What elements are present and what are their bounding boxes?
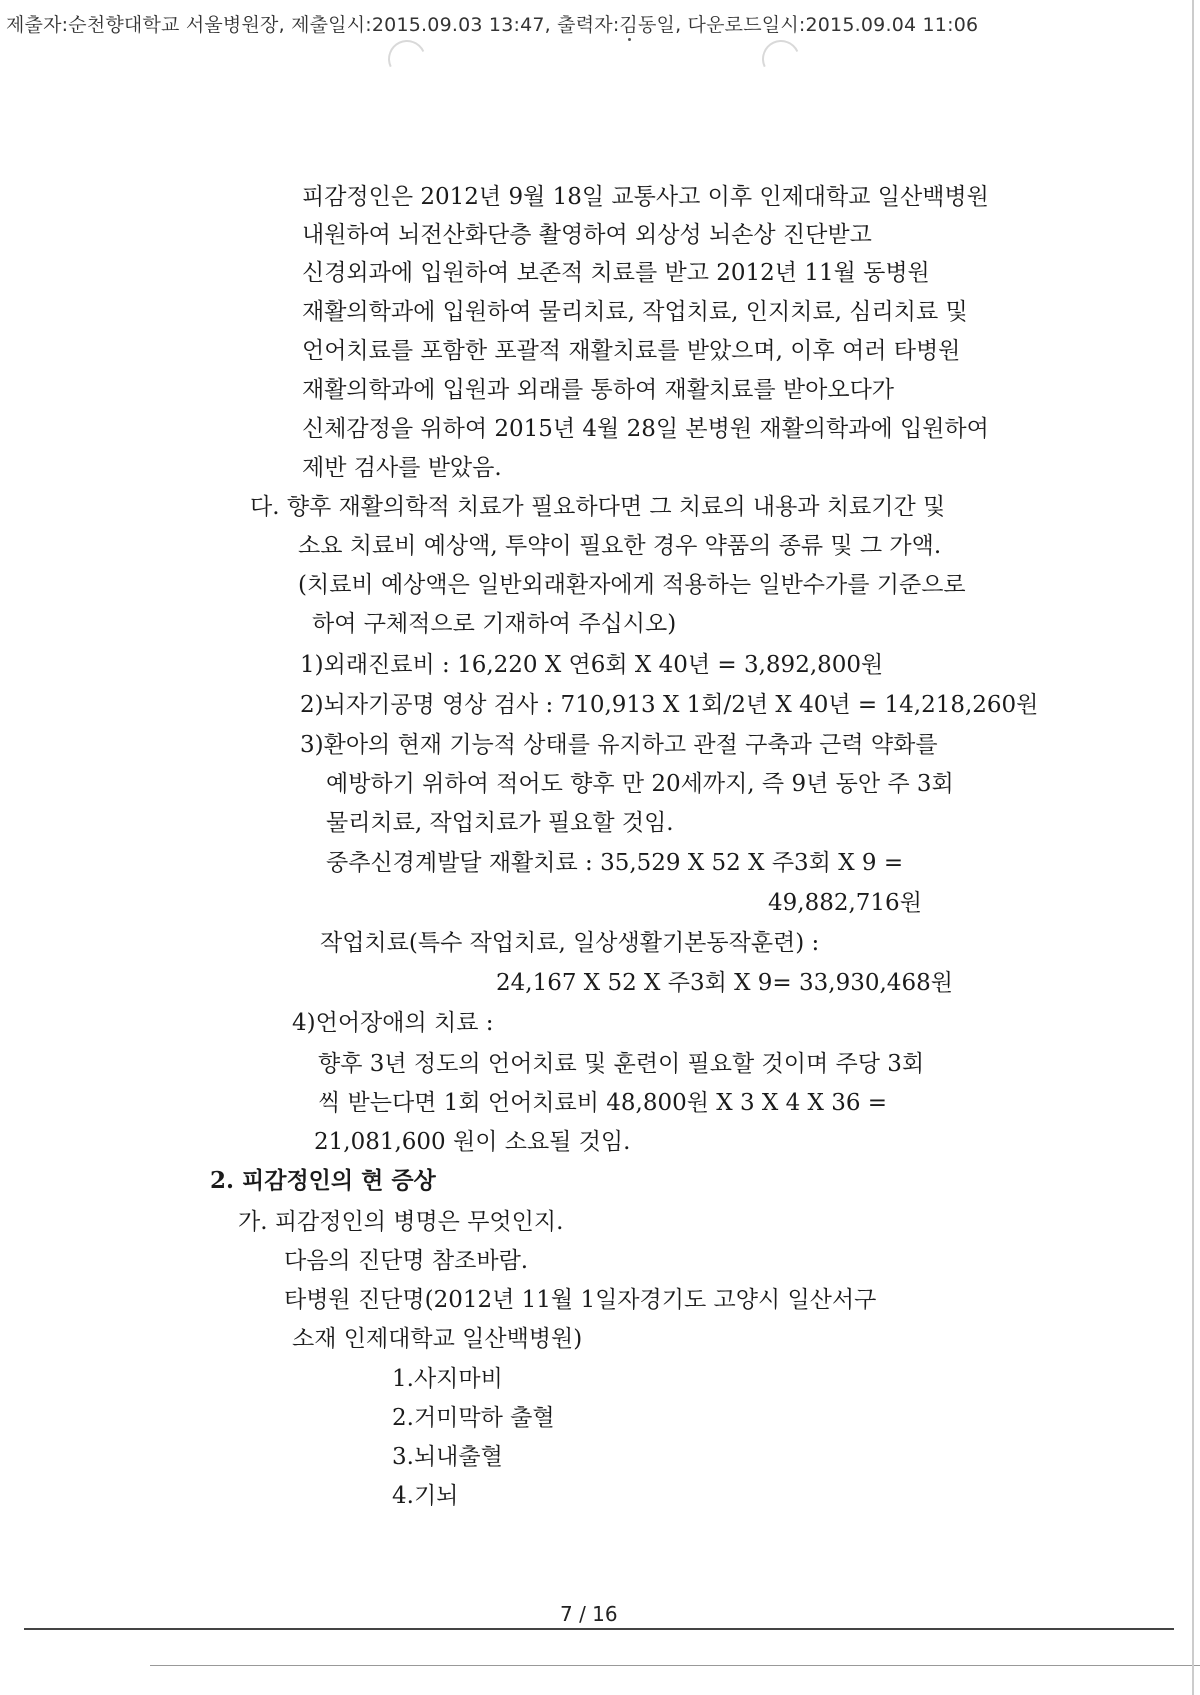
punch-hole-left: [383, 35, 432, 84]
body-line: 21,081,600 원이 소요될 것임.: [314, 1129, 631, 1155]
scan-edge-vertical: [1192, 0, 1194, 1695]
document-header: 제출자:순천향대학교 서울병원장, 제출일시:2015.09.03 13:47, 출력자:김동일, 다운로드일시:2015.09.04 11:06: [6, 14, 979, 36]
body-line: 작업치료(특수 작업치료, 일상생활기본동작훈련) :: [320, 930, 820, 956]
cost-total-line: 24,167 X 52 X 주3회 X 9= 33,930,468원: [496, 970, 953, 996]
body-line: 하여 구체적으로 기재하여 주십시오): [312, 611, 677, 637]
body-line: 예방하기 위하여 적어도 향후 만 20세까지, 즉 9년 동안 주 3회: [326, 771, 954, 797]
body-line: 향후 3년 정도의 언어치료 및 훈련이 필요할 것이며 주당 3회: [318, 1051, 925, 1077]
body-line: 중추신경계발달 재활치료 : 35,529 X 52 X 주3회 X 9 =: [326, 850, 904, 876]
cost-item-1: 1)외래진료비 : 16,220 X 연6회 X 40년 = 3,892,800원: [300, 652, 884, 678]
body-line: 소요 치료비 예상액, 투약이 필요한 경우 약품의 종류 및 그 가액.: [298, 533, 942, 559]
body-line: 재활의학과에 입원하여 물리치료, 작업치료, 인지치료, 심리치료 및: [302, 299, 968, 325]
scan-edge-rule: [150, 1665, 1200, 1666]
body-line: 내원하여 뇌전산화단층 촬영하여 외상성 뇌손상 진단받고: [302, 222, 872, 248]
scan-dot: [628, 38, 631, 41]
cost-item-3: 3)환아의 현재 기능적 상태를 유지하고 관절 구축과 근력 약화를: [300, 732, 938, 758]
section-item-ga: 가. 피감정인의 병명은 무엇인지.: [238, 1209, 564, 1235]
body-line: 제반 검사를 받았음.: [302, 455, 502, 481]
body-line: 소재 인제대학교 일산백병원): [292, 1326, 583, 1352]
body-line: 씩 받는다면 1회 언어치료비 48,800원 X 3 X 4 X 36 =: [318, 1090, 888, 1116]
punch-hole-right: [757, 35, 806, 84]
body-line: 재활의학과에 입원과 외래를 통하여 재활치료를 받아오다가: [302, 377, 895, 403]
diagnosis-item: 2.거미막하 출혈: [392, 1405, 555, 1431]
page-number: 7 / 16: [560, 1602, 618, 1626]
diagnosis-item: 4.기뇌: [392, 1483, 459, 1509]
diagnosis-item: 1.사지마비: [392, 1366, 503, 1392]
cost-item-4: 4)언어장애의 치료 :: [292, 1010, 494, 1036]
body-line: (치료비 예상액은 일반외래환자에게 적용하는 일반수가를 기준으로: [298, 572, 966, 598]
body-line: 물리치료, 작업치료가 필요할 것임.: [326, 810, 674, 836]
body-line: 신경외과에 입원하여 보존적 치료를 받고 2012년 11월 동병원: [302, 260, 930, 286]
body-line: 언어치료를 포함한 포괄적 재활치료를 받았으며, 이후 여러 타병원: [302, 338, 961, 364]
diagnosis-item: 3.뇌내출혈: [392, 1444, 503, 1470]
footer-rule: [24, 1628, 1174, 1630]
section-item-da: 다. 향후 재활의학적 치료가 필요하다면 그 치료의 내용과 치료기간 및: [250, 494, 946, 520]
body-line: 신체감정을 위하여 2015년 4월 28일 본병원 재활의학과에 입원하여: [302, 416, 989, 442]
cost-total-line: 49,882,716원: [768, 890, 922, 916]
body-line: 피감정인은 2012년 9월 18일 교통사고 이후 인제대학교 일산백병원: [302, 184, 989, 210]
body-line: 타병원 진단명(2012년 11월 1일자경기도 고양시 일산서구: [284, 1287, 877, 1313]
cost-item-2: 2)뇌자기공명 영상 검사 : 710,913 X 1회/2년 X 40년 = 14,218,260원: [300, 692, 1039, 718]
section-heading: 2. 피감정인의 현 증상: [210, 1167, 436, 1194]
body-line: 다음의 진단명 참조바람.: [284, 1248, 529, 1274]
